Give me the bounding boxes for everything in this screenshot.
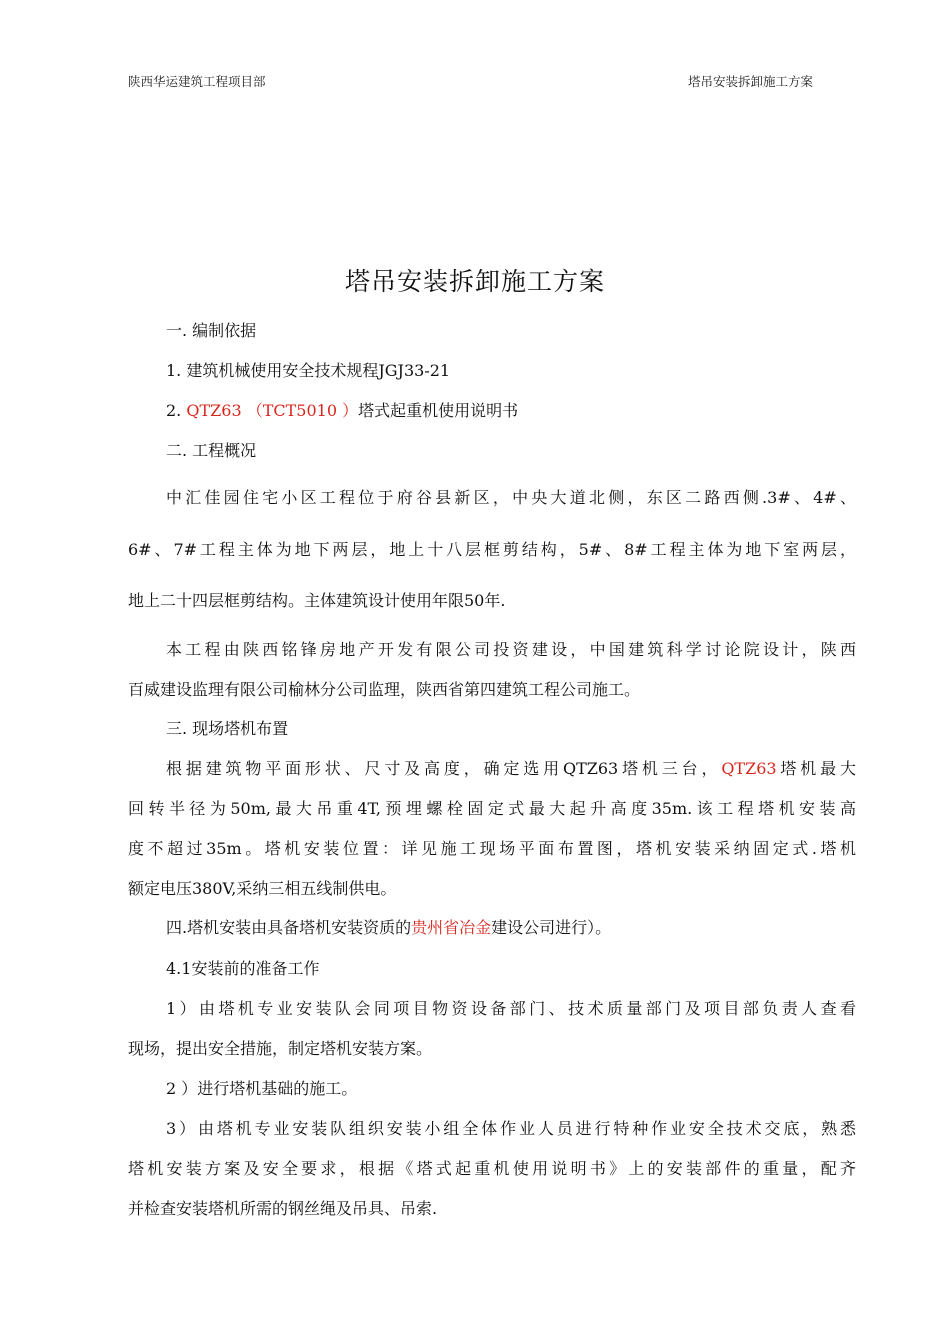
header-project-name: 陕西华运建筑工程项目部 bbox=[128, 74, 266, 89]
prep-item-3-line-3: 并检查安装塔机所需的钢丝绳及吊具、吊索. bbox=[128, 1199, 438, 1218]
overview-p2-line-1: 本工程由陕西铭锋房地产开发有限公司投资建设，中国建筑科学讨论院设计，陕西 bbox=[166, 640, 856, 659]
item-2-number: 2. bbox=[166, 401, 187, 420]
overview-p1-line-3: 地上二十四层框剪结构。主体建筑设计使用年限50年. bbox=[128, 591, 506, 610]
document-title: 塔吊安装拆卸施工方案 bbox=[344, 267, 605, 296]
layout-model-highlight: QTZ63 bbox=[721, 759, 777, 778]
overview-p1-line-2: 6#、7#工程主体为地下两层，地上十八层框剪结构，5#、8#工程主体为地下室两层， bbox=[128, 540, 856, 559]
section-1-item-1: 1. 建筑机械使用安全技术规程JGJ33-21 bbox=[166, 361, 451, 380]
overview-p2-line-2: 百威建设监理有限公司榆林分公司监理，陕西省第四建筑工程公司施工。 bbox=[128, 680, 641, 699]
prep-item-1-line-2: 现场，提出安全措施，制定塔机安装方案。 bbox=[128, 1039, 433, 1058]
prep-item-3-line-1: 3）由塔机专业安装队组织安装小组全体作业人员进行特种作业安全技术交底，熟悉 bbox=[166, 1119, 856, 1138]
item-2-text: 塔式起重机使用说明书 bbox=[358, 401, 519, 420]
header-doc-title: 塔吊安装拆卸施工方案 bbox=[688, 74, 814, 89]
layout-line-1-b: 塔机最大 bbox=[776, 759, 856, 778]
overview-p1-line-1: 中汇佳园住宅小区工程位于府谷县新区，中央大道北侧，东区二路西侧.3#、4#、 bbox=[166, 488, 856, 507]
layout-line-3: 度不超过35m。塔机安装位置：详见施工现场平面布置图，塔机安装采纳固定式.塔机 bbox=[128, 839, 856, 858]
layout-line-1 bbox=[166, 756, 856, 779]
section-3-heading: 三. 现场塔机布置 bbox=[166, 719, 289, 738]
section-4-heading-b: 建设公司进行）。 bbox=[491, 918, 612, 937]
layout-line-2: 回转半径为50m,最大吊重4T,预埋螺栓固定式最大起升高度35m.该工程塔机安装高 bbox=[128, 799, 856, 818]
layout-line-4: 额定电压380V,采纳三相五线制供电。 bbox=[128, 879, 397, 898]
section-4-heading-a: 四.塔机安装由具备塔机安装资质的 bbox=[166, 918, 412, 937]
contractor-highlight: 贵州省冶金 bbox=[411, 918, 492, 937]
section-1-item-2 bbox=[166, 398, 518, 421]
subsection-4-1-heading: 4.1安装前的准备工作 bbox=[166, 959, 320, 978]
item-2-model: QTZ63 （TCT5010 ） bbox=[186, 401, 359, 420]
section-2-heading: 二. 工程概况 bbox=[166, 441, 257, 460]
prep-item-1-line-1: 1）由塔机专业安装队会同项目物资设备部门、技术质量部门及项目部负责人查看 bbox=[166, 999, 856, 1018]
prep-item-2: 2 ）进行塔机基础的施工。 bbox=[166, 1079, 358, 1098]
prep-item-3-line-2: 塔机安装方案及安全要求，根据《塔式起重机使用说明书》上的安装部件的重量，配齐 bbox=[128, 1159, 856, 1178]
section-1-heading: 一. 编制依据 bbox=[166, 321, 257, 340]
layout-line-1-a: 根据建筑物平面形状、尺寸及高度，确定选用QTZ63塔机三台， bbox=[166, 759, 722, 778]
section-4-heading bbox=[166, 915, 611, 938]
